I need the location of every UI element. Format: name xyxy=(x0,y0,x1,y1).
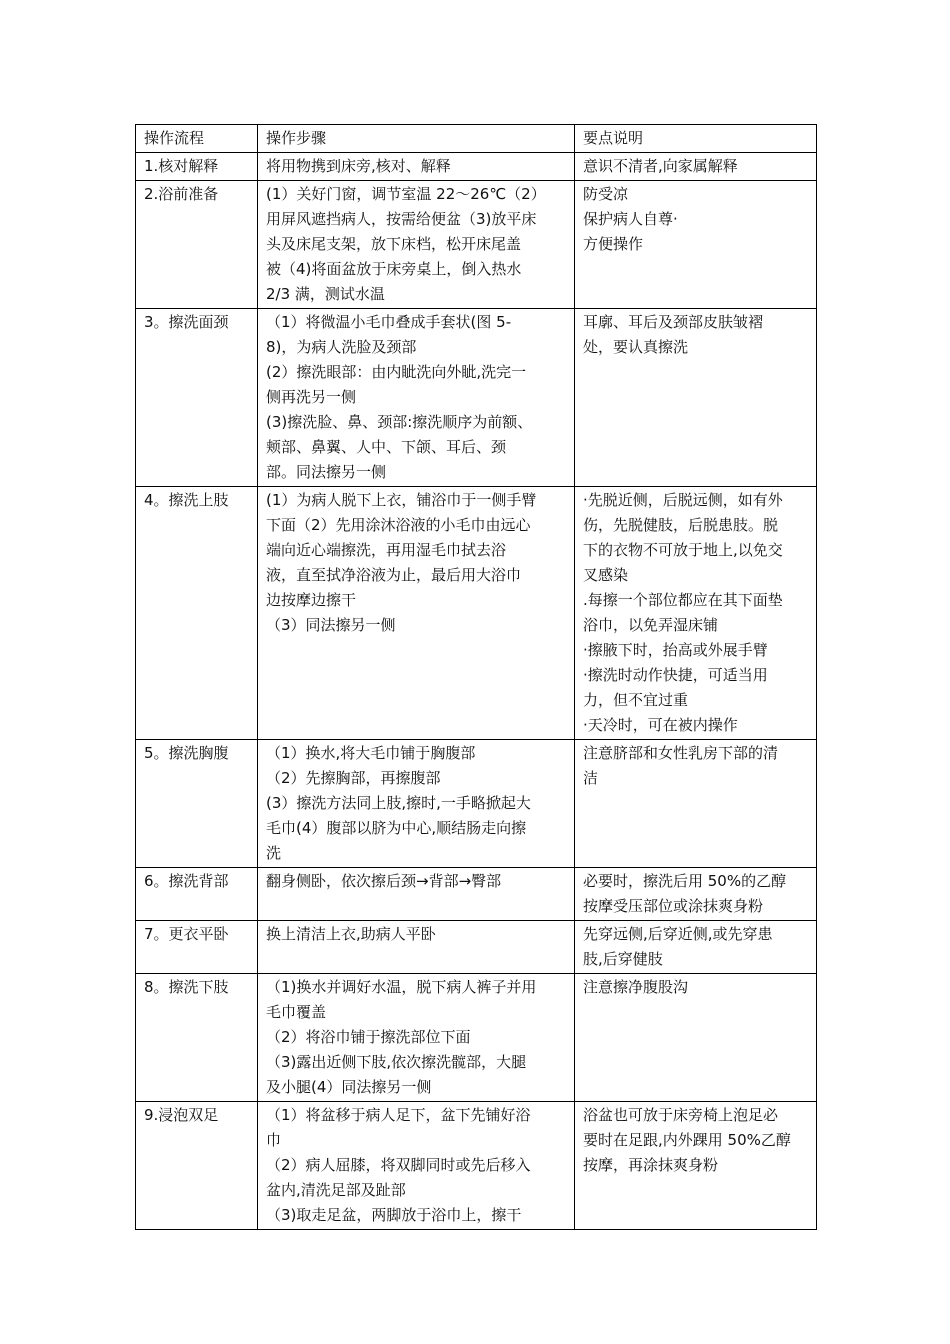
steps-line: 8)，为病人洗脸及颈部 xyxy=(266,338,417,356)
notes-line: 防受凉 xyxy=(583,185,629,203)
steps-line: 头及床尾支架，放下床档，松开床尾盖 xyxy=(266,235,522,253)
steps-line: （1)换水并调好水温，脱下病人裤子并用 xyxy=(266,978,537,996)
steps-cell xyxy=(258,153,575,181)
steps-cell xyxy=(258,1102,575,1230)
notes-line: 注意脐部和女性乳房下部的清 xyxy=(583,744,779,762)
table-row xyxy=(136,921,817,974)
steps-line: 及小腿(4）同法擦另一侧 xyxy=(266,1078,432,1096)
process-cell xyxy=(136,974,258,1102)
process-cell xyxy=(136,868,258,921)
table-row xyxy=(136,974,817,1102)
notes-line: 保护病人自尊· xyxy=(583,210,678,228)
process-line: 9.浸泡双足 xyxy=(144,1106,219,1124)
steps-line: (3)擦洗脸、鼻、颈部:擦洗顺序为前额、 xyxy=(266,413,533,431)
notes-line: 方便操作 xyxy=(583,235,644,253)
notes-line: 叉感染 xyxy=(583,566,629,584)
process-line: 5。擦洗胸腹 xyxy=(144,744,229,762)
process-cell xyxy=(136,181,258,309)
steps-line: （3)取走足盆，两脚放于浴巾上，擦干 xyxy=(266,1206,522,1224)
steps-line: （2）病人屈膝，将双脚同时或先后移入 xyxy=(266,1156,531,1174)
procedure-table xyxy=(135,124,817,1230)
notes-line: 按摩，再涂抹爽身粉 xyxy=(583,1156,719,1174)
steps-line: （3)露出近侧下肢,依次擦洗髋部，大腿 xyxy=(266,1053,527,1071)
steps-line: 下面（2）先用涂沐浴液的小毛巾由远心 xyxy=(266,516,531,534)
header-process: 操作流程 xyxy=(136,125,258,153)
process-line: 3。擦洗面颈 xyxy=(144,313,229,331)
table-row xyxy=(136,487,817,740)
process-line: 1.核对解释 xyxy=(144,157,219,175)
steps-line: (1）为病人脱下上衣，铺浴巾于一侧手臂 xyxy=(266,491,537,509)
process-cell xyxy=(136,487,258,740)
notes-cell xyxy=(575,740,817,868)
steps-line: 洗 xyxy=(266,844,282,862)
notes-line: 意识不清者,向家属解释 xyxy=(583,157,738,175)
notes-line: ·擦洗时动作快捷，可适当用 xyxy=(583,666,768,684)
notes-line: ·天冷时，可在被内操作 xyxy=(583,716,738,734)
notes-line: 按摩受压部位或涂抹爽身粉 xyxy=(583,897,764,915)
steps-line: (2）擦洗眼部：由内眦洗向外眦,洗完一 xyxy=(266,363,527,381)
steps-line: 2/3 满，测试水温 xyxy=(266,285,385,303)
steps-line: 颊部、鼻翼、人中、下颌、耳后、颈 xyxy=(266,438,507,456)
steps-line: 侧再洗另一侧 xyxy=(266,388,357,406)
process-cell xyxy=(136,1102,258,1230)
steps-line: 翻身侧卧，依次擦后颈→背部→臀部 xyxy=(266,872,502,890)
steps-line: 毛巾覆盖 xyxy=(266,1003,327,1021)
steps-line: 部。同法擦另一侧 xyxy=(266,463,387,481)
steps-line: （1）换水,将大毛巾铺于胸腹部 xyxy=(266,744,476,762)
header-notes: 要点说明 xyxy=(575,125,817,153)
table-header-row xyxy=(136,125,817,153)
steps-line: （1）将微温小毛巾叠成手套状(图 5- xyxy=(266,313,512,331)
steps-line: 边按摩边擦干 xyxy=(266,591,357,609)
notes-line: .每擦一个部位都应在其下面垫 xyxy=(583,591,783,609)
process-cell xyxy=(136,921,258,974)
steps-line: 被（4)将面盆放于床旁桌上，倒入热水 xyxy=(266,260,522,278)
steps-line: 盆内,清洗足部及趾部 xyxy=(266,1181,406,1199)
notes-line: 处，要认真擦洗 xyxy=(583,338,689,356)
steps-line: （3）同法擦另一侧 xyxy=(266,616,396,634)
notes-line: 必要时，擦洗后用 50%的乙醇 xyxy=(583,872,787,890)
steps-cell xyxy=(258,309,575,487)
steps-line: 换上清洁上衣,助病人平卧 xyxy=(266,925,436,943)
steps-cell xyxy=(258,974,575,1102)
notes-line: 浴巾，以免弄湿床铺 xyxy=(583,616,719,634)
notes-line: 耳廓、耳后及颈部皮肤皱褶 xyxy=(583,313,764,331)
table-row xyxy=(136,740,817,868)
table-row xyxy=(136,181,817,309)
process-line: 7。更衣平卧 xyxy=(144,925,229,943)
notes-cell xyxy=(575,974,817,1102)
header-steps: 操作步骤 xyxy=(258,125,575,153)
steps-cell xyxy=(258,740,575,868)
notes-line: 先穿远侧,后穿近侧,或先穿患 xyxy=(583,925,773,943)
notes-line: 注意擦净腹股沟 xyxy=(583,978,689,996)
notes-cell xyxy=(575,1102,817,1230)
steps-line: （2）先擦胸部，再擦腹部 xyxy=(266,769,441,787)
steps-cell xyxy=(258,921,575,974)
notes-cell xyxy=(575,181,817,309)
process-cell xyxy=(136,740,258,868)
process-cell xyxy=(136,309,258,487)
notes-cell xyxy=(575,153,817,181)
process-cell xyxy=(136,153,258,181)
steps-line: (1）关好门窗，调节室温 22～26℃（2） xyxy=(266,185,546,203)
notes-line: 力，但不宜过重 xyxy=(583,691,689,709)
steps-line: 巾 xyxy=(266,1131,282,1149)
steps-cell xyxy=(258,181,575,309)
notes-cell xyxy=(575,309,817,487)
steps-line: 液，直至拭净浴液为止，最后用大浴巾 xyxy=(266,566,522,584)
steps-line: 毛巾(4）腹部以脐为中心,顺结肠走向擦 xyxy=(266,819,527,837)
steps-line: （1）将盆移于病人足下，盆下先铺好浴 xyxy=(266,1106,531,1124)
table-row xyxy=(136,153,817,181)
notes-line: ·先脱近侧，后脱远侧，如有外 xyxy=(583,491,783,509)
table-row xyxy=(136,1102,817,1230)
notes-line: 肢,后穿健肢 xyxy=(583,950,663,968)
process-line: 4。擦洗上肢 xyxy=(144,491,229,509)
steps-cell xyxy=(258,487,575,740)
notes-line: 洁 xyxy=(583,769,599,787)
process-line: 2.浴前准备 xyxy=(144,185,219,203)
notes-cell xyxy=(575,868,817,921)
process-line: 8。擦洗下肢 xyxy=(144,978,229,996)
notes-cell xyxy=(575,921,817,974)
steps-line: 将用物携到床旁,核对、解释 xyxy=(266,157,451,175)
steps-line: 用屏风遮挡病人，按需给便盆（3)放平床 xyxy=(266,210,537,228)
notes-line: 伤，先脱健肢，后脱患肢。脱 xyxy=(583,516,779,534)
steps-cell xyxy=(258,868,575,921)
process-line: 6。擦洗背部 xyxy=(144,872,229,890)
notes-line: 浴盆也可放于床旁椅上泡足必 xyxy=(583,1106,779,1124)
table-row xyxy=(136,868,817,921)
notes-cell xyxy=(575,487,817,740)
table-row xyxy=(136,309,817,487)
notes-line: 下的衣物不可放于地上,以免交 xyxy=(583,541,783,559)
steps-line: （2）将浴巾铺于擦洗部位下面 xyxy=(266,1028,471,1046)
notes-line: 要时在足跟,内外踝用 50%乙醇 xyxy=(583,1131,791,1149)
steps-line: 端向近心端擦洗，再用湿毛巾拭去浴 xyxy=(266,541,507,559)
steps-line: (3）擦洗方法同上肢,擦时,一手略掀起大 xyxy=(266,794,531,812)
notes-line: ·擦腋下时，抬高或外展手臂 xyxy=(583,641,768,659)
